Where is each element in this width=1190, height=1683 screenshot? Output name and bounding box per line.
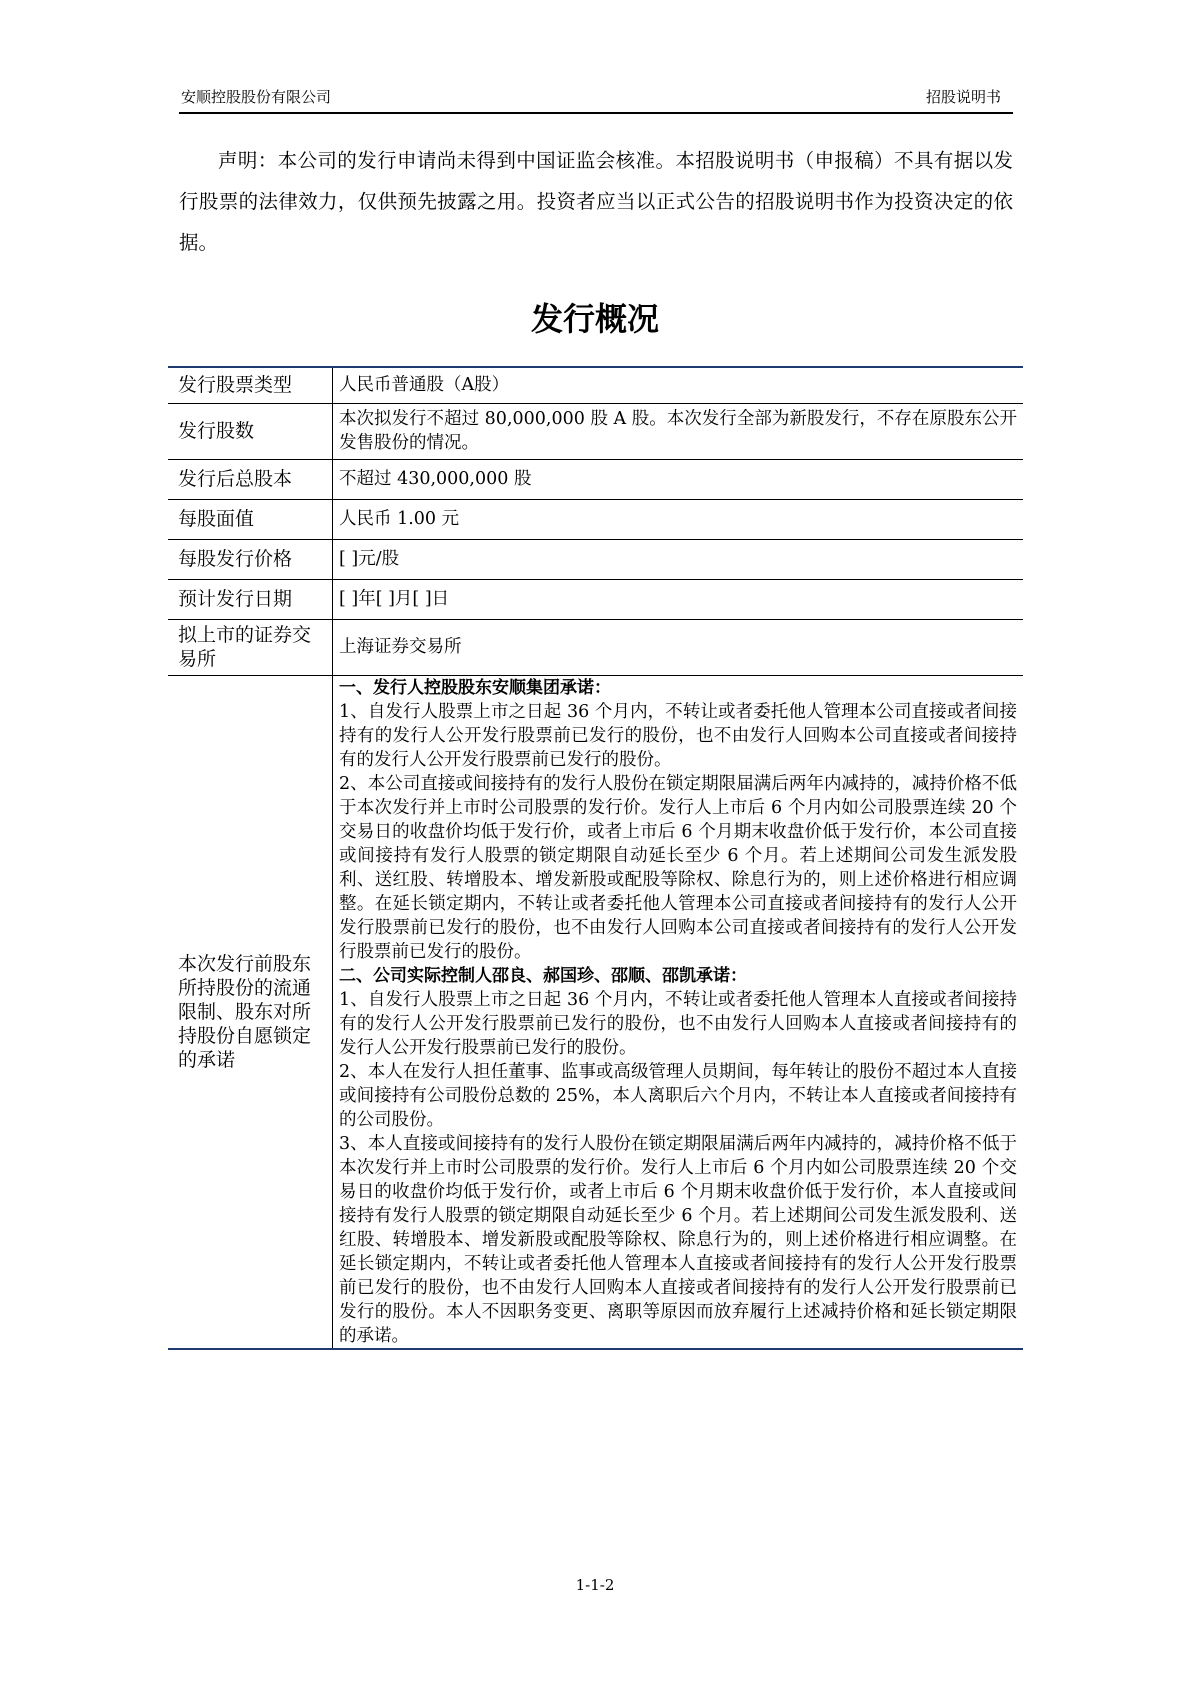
row-value: [ ]年[ ]月[ ]日 — [333, 579, 1024, 619]
section2-item: 2、本人在发行人担任董事、监事或高级管理人员期间，每年转让的股份不超过本人直接或间接持有公司股份总数的 25%，本人离职后六个月内，不转让本人直接或者间接持有的公司股份。 — [339, 1061, 1017, 1130]
section1-item: 2、本公司直接或间接持有的发行人股份在锁定期限届满后两年内减持的，减持价格不低于本次发行并上市时公司股票的发行价。发行人上市后 6 个月内如公司股票连续 20 个交易日的收盘价均低于发行价，或者上市后 6 个月期末收盘价低于发行价，本公司直接或间接持有发行人股票的锁定期限自动延长至少 6 个月。若上述期间公司发生派发股利、送红股、转增股本、增发新股或配股等除权、除息行为的，则上述价格进行相应调整。在延长锁定期内，不转让或者委托他人管理本公司直接或者间接持有的发行人公开发行股票前已发行的股份，也不由发行人回购本公司直接或者间接持有的发行人公开发行股票前已发行的股份。 — [339, 773, 1017, 962]
table-row — [168, 579, 1023, 619]
row-label: 预计发行日期 — [168, 579, 333, 619]
issuance-overview-table — [168, 366, 1023, 1350]
section1-item: 1、自发行人股票上市之日起 36 个月内，不转让或者委托他人管理本公司直接或者间接持有的发行人公开发行股票前已发行的股份，也不由发行人回购本公司直接或者间接持有的发行人公开发行股票前已发行的股份。 — [339, 701, 1017, 770]
table-row — [168, 675, 1023, 1349]
section2-item: 1、自发行人股票上市之日起 36 个月内，不转让或者委托他人管理本人直接或者间接持有的发行人公开发行股票前已发行的股份，也不由发行人回购本人直接或者间接持有的发行人公开发行股票前已发行的股份。 — [339, 989, 1017, 1058]
page-header — [179, 80, 1013, 114]
row-label: 每股面值 — [168, 499, 333, 539]
table-row — [168, 367, 1023, 403]
document-type: 招股说明书 — [925, 88, 1001, 106]
row-value: 本次拟发行不超过 80,000,000 股 A 股。本次发行全部为新股发行，不存在原股东公开发售股份的情况。 — [333, 403, 1024, 459]
row-label: 发行股票类型 — [168, 367, 333, 403]
section2-item: 3、本人直接或间接持有的发行人股份在锁定期限届满后两年内减持的，减持价格不低于本次发行并上市时公司股票的发行价。发行人上市后 6 个月内如公司股票连续 20 个交易日的收盘价均低于发行价，或者上市后 6 个月期末收盘价低于发行价，本人直接或间接持有发行人股票的锁定期限自动延长至少 6 个月。若上述期间公司发生派发股利、送红股、转增股本、增发新股或配股等除权、除息行为的，则上述价格进行相应调整。在延长锁定期内，不转让或者委托他人管理本人直接或者间接持有的发行人公开发行股票前已发行的股份，也不由发行人回购本人直接或者间接持有的发行人公开发行股票前已发行的股份。本人不因职务变更、离职等原因而放弃履行上述减持价格和延长锁定期限的承诺。 — [339, 1133, 1017, 1346]
table-row — [168, 403, 1023, 459]
row-label: 拟上市的证券交易所 — [168, 619, 333, 675]
page-number: 1-1-2 — [575, 1576, 615, 1594]
row-value: 上海证券交易所 — [333, 619, 1024, 675]
row-label: 发行后总股本 — [168, 459, 333, 499]
page-title: 发行概况 — [530, 300, 659, 338]
company-name: 安顺控股股份有限公司 — [181, 88, 332, 106]
row-value: 人民币 1.00 元 — [333, 499, 1024, 539]
table-row — [168, 619, 1023, 675]
row-value: 不超过 430,000,000 股 — [333, 459, 1024, 499]
commitment-label: 本次发行前股东所持股份的流通限制、股东对所持股份自愿锁定的承诺 — [168, 675, 333, 1349]
row-label: 每股发行价格 — [168, 539, 333, 579]
table-row — [168, 499, 1023, 539]
section1-heading: 一、发行人控股股东安顺集团承诺： — [339, 677, 611, 698]
declaration-paragraph: 声明：本公司的发行申请尚未得到中国证监会核准。本招股说明书（申报稿）不具有据以发行股票的法律效力，仅供预先披露之用。投资者应当以正式公告的招股说明书作为投资决定的依据。 — [179, 149, 1013, 254]
row-value: [ ]元/股 — [333, 539, 1024, 579]
section2-heading: 二、公司实际控制人邵良、郝国珍、邵顺、邵凯承诺： — [339, 965, 747, 986]
commitment-content — [333, 675, 1024, 1349]
row-label: 发行股数 — [168, 403, 333, 459]
table-row — [168, 459, 1023, 499]
row-value: 人民币普通股（A股） — [333, 367, 1024, 403]
table-row — [168, 539, 1023, 579]
